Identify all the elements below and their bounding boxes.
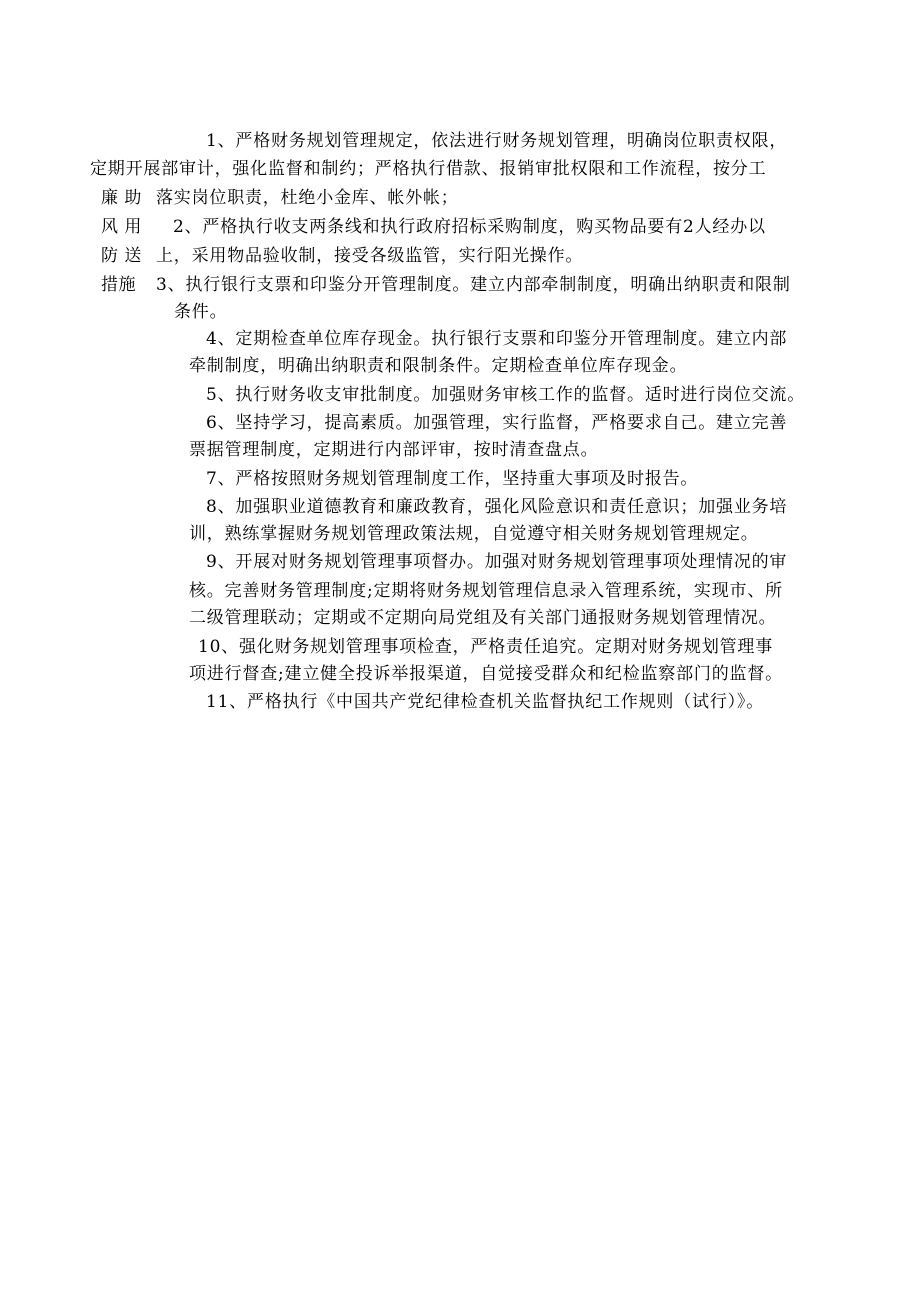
measure-10-line-1: 10、强化财务规划管理事项检查，严格责任追究。定期对财务规划管理事 bbox=[198, 637, 774, 657]
measure-4-line-1: 4、定期检查单位库存现金。执行银行支票和印鉴分开管理制度。建立内部 bbox=[206, 329, 788, 349]
measure-1-line-2: 定期开展部审计，强化监督和制约；严格执行借款、报销审批权限和工作流程，按分工 bbox=[90, 159, 767, 179]
measure-2-line-1: 2、严格执行收支两条线和执行政府招标采购制度，购买物品要有2人经办以 bbox=[173, 217, 766, 237]
side-label-row-1: 廉 助 bbox=[101, 188, 142, 208]
measure-4-line-2: 牵制制度，明确出纳职责和限制条件。定期检查单位库存现金。 bbox=[189, 356, 688, 376]
measure-6-line-1: 6、坚持学习，提高素质。加强管理，实行监督，严格要求自己。建立完善 bbox=[206, 413, 788, 433]
measure-2-line-2: 上，采用物品验收制，接受各级监管，实行阳光操作。 bbox=[156, 246, 584, 266]
measure-8-line-1: 8、加强职业道德教育和廉政教育，强化风险意识和责任意识；加强业务培 bbox=[206, 497, 788, 517]
measure-1-line-3: 落实岗位职责，杜绝小金库、帐外帐； bbox=[156, 188, 459, 208]
side-label-row-2: 风 用 bbox=[101, 217, 142, 237]
measure-1-line-1: 1、严格财务规划管理规定，依法进行财务规划管理，明确岗位职责权限， bbox=[206, 131, 788, 151]
side-label-row-3: 防 送 bbox=[101, 246, 142, 266]
measure-5-line-1: 5、执行财务收支审批制度。加强财务审核工作的监督。适时进行岗位交流。 bbox=[206, 385, 806, 405]
measure-9-line-1: 9、开展对财务规划管理事项督办。加强对财务规划管理事项处理情况的审 bbox=[206, 552, 788, 572]
measure-8-line-2: 训，熟练掌握财务规划管理政策法规，自觉遵守相关财务规划管理规定。 bbox=[189, 524, 759, 544]
measure-9-line-3: 二级管理联动；定期或不定期向局党组及有关部门通报财务规划管理情况。 bbox=[189, 608, 777, 628]
measure-6-line-2: 票据管理制度，定期进行内部评审，按时清查盘点。 bbox=[189, 440, 599, 460]
measure-3-line-2: 条件。 bbox=[174, 302, 228, 322]
measure-10-line-2: 项进行督查;建立健全投诉举报渠道，自觉接受群众和纪检监察部门的监督。 bbox=[189, 664, 783, 684]
measure-9-line-2: 核。完善财务管理制度;定期将财务规划管理信息录入管理系统，实现市、所 bbox=[189, 581, 783, 601]
measure-11-line-1: 11、严格执行《中国共产党纪律检查机关监督执纪工作规则（试行）》。 bbox=[206, 692, 765, 712]
measure-7-line-1: 7、严格按照财务规划管理制度工作，坚持重大事项及时报告。 bbox=[206, 469, 699, 489]
measure-3-line-1: 3、执行银行支票和印鉴分开管理制度。建立内部牵制制度，明确出纳职责和限制 bbox=[156, 275, 791, 295]
side-label-row-4: 措施 bbox=[101, 275, 136, 295]
